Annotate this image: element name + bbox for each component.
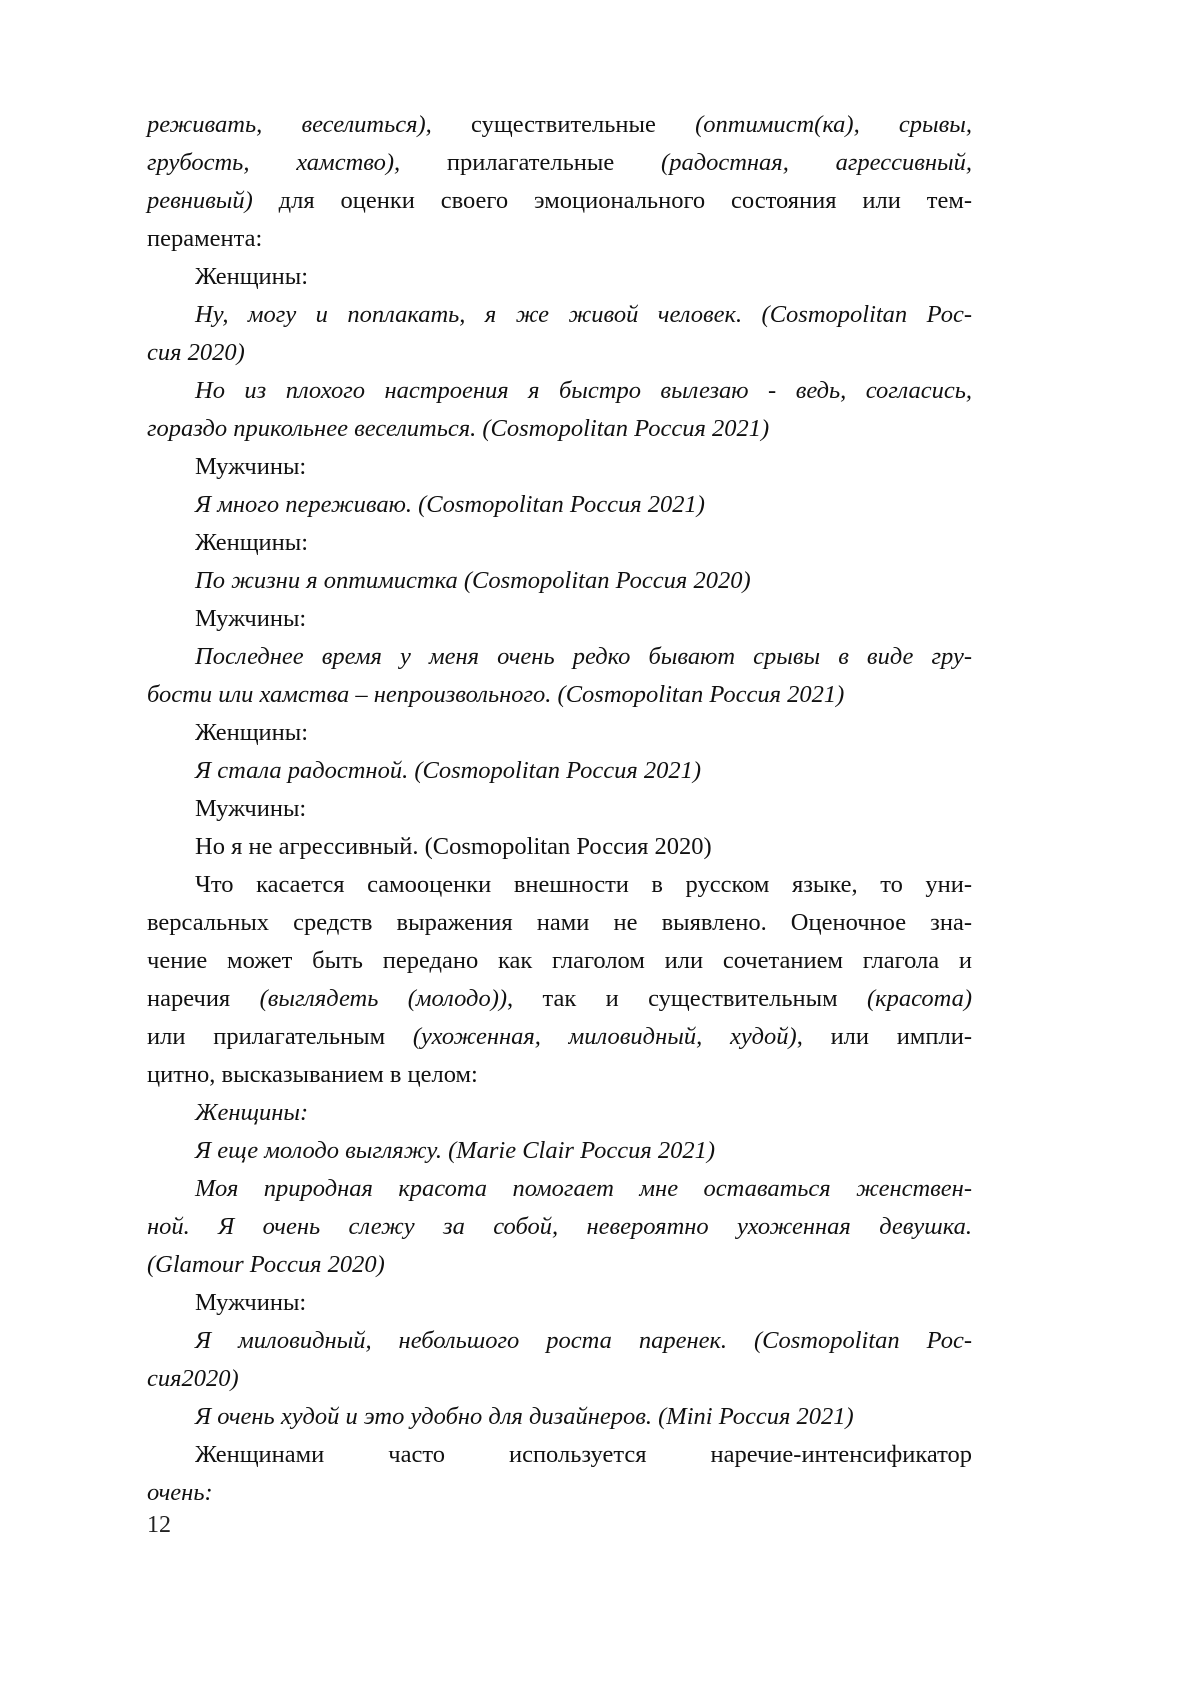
- text-run: Мужчины:: [195, 1289, 307, 1316]
- italic-text-run: По жизни я оптимистка (Cosmopolitan Россия 2020): [195, 567, 751, 594]
- text-line: [147, 1018, 972, 1056]
- text-run: Женщины:: [195, 529, 309, 556]
- italic-text-run: сия 2020): [147, 339, 245, 366]
- italic-text-run: бости или хамства – непроизвольного. (Cosmopolitan Россия 2021): [147, 681, 845, 708]
- italic-text-run: очень:: [147, 1479, 213, 1506]
- italic-text-run: Я очень худой и это удобно для дизайнеров. (Mini Россия 2021): [195, 1403, 854, 1430]
- text-line: [147, 486, 972, 524]
- text-line: [147, 372, 972, 410]
- text-run: Женщинами часто используется наречие-интенсификатор: [195, 1441, 972, 1468]
- text-line: [147, 258, 972, 296]
- text-run: перамента:: [147, 225, 263, 252]
- italic-text-run: Ну, могу и поплакать, я же живой человек. (Cosmopolitan Рос-: [195, 301, 972, 328]
- text-line: [147, 220, 972, 258]
- text-line: [147, 942, 972, 980]
- text-line: [147, 866, 972, 904]
- text-line: [147, 1246, 972, 1284]
- text-line: [147, 1056, 972, 1094]
- text-line: [147, 904, 972, 942]
- text-run: Что касается самооценки внешности в русском языке, то уни-: [195, 871, 972, 898]
- text-line: [147, 714, 972, 752]
- text-line: [147, 1170, 972, 1208]
- text-line: [147, 790, 972, 828]
- text-line: [147, 1208, 972, 1246]
- text-run: Женщины:: [195, 719, 309, 746]
- text-line: [147, 638, 972, 676]
- italic-text-run: реживать, веселиться),: [147, 111, 472, 138]
- text-run: прилагательные: [446, 149, 662, 176]
- italic-text-run: (красота): [866, 985, 972, 1012]
- italic-text-run: ной. Я очень слежу за собой, невероятно ухоженная девушка.: [147, 1213, 972, 1240]
- italic-text-run: Но из плохого настроения я быстро вылезаю - ведь, согласись,: [195, 377, 972, 404]
- text-line: [147, 562, 972, 600]
- text-line: [147, 676, 972, 714]
- italic-text-run: Я еще молодо выгляжу. (Marie Clair Россия 2021): [195, 1137, 716, 1164]
- text-run: чение может быть передано как глаголом или сочетанием глагола и: [147, 947, 972, 974]
- italic-text-run: Женщины:: [195, 1099, 309, 1126]
- italic-text-run: Я миловидный, небольшого роста паренек. (Cosmopolitan Рос-: [195, 1327, 972, 1354]
- text-line: [147, 296, 972, 334]
- text-block: [147, 106, 972, 1512]
- italic-text-run: Последнее время у меня очень редко бывают срывы в виде гру-: [195, 643, 972, 670]
- text-run: существительные: [471, 111, 696, 138]
- text-line: [147, 334, 972, 372]
- text-line: [147, 1436, 972, 1474]
- text-line: [147, 980, 972, 1018]
- text-line: [147, 144, 972, 182]
- text-line: [147, 1132, 972, 1170]
- text-run: наречия: [147, 985, 260, 1012]
- text-line: [147, 448, 972, 486]
- text-line: [147, 1094, 972, 1132]
- text-line: [147, 1398, 972, 1436]
- italic-text-run: сия2020): [147, 1365, 239, 1392]
- text-line: [147, 524, 972, 562]
- page-number: 12: [147, 1512, 171, 1538]
- text-line: [147, 1474, 972, 1512]
- italic-text-run: (ухоженная, миловидный, худой): [412, 1023, 797, 1050]
- text-line: [147, 182, 972, 220]
- italic-text-run: Я много переживаю. (Cosmopolitan Россия 2021): [195, 491, 705, 518]
- text-run: для оценки своего эмоционального состояния или тем-: [278, 187, 972, 214]
- text-run: Женщины:: [195, 263, 309, 290]
- text-run: Мужчины:: [195, 605, 307, 632]
- text-line: [147, 752, 972, 790]
- text-run: Мужчины:: [195, 453, 307, 480]
- text-line: [147, 828, 972, 866]
- italic-text-run: гораздо прикольнее веселиться. (Cosmopolitan Россия 2021): [147, 415, 770, 442]
- italic-text-run: ревнивый): [147, 187, 279, 214]
- italic-text-run: (Glamour Россия 2020): [147, 1251, 385, 1278]
- italic-text-run: Моя природная красота помогает мне оставаться женствен-: [195, 1175, 972, 1202]
- text-line: [147, 410, 972, 448]
- text-line: [147, 1322, 972, 1360]
- text-run: версальных средств выражения нами не выявлено. Оценочное зна-: [147, 909, 972, 936]
- text-run: , или импли-: [796, 1023, 972, 1050]
- text-line: [147, 600, 972, 638]
- italic-text-run: Я стала радостной. (Cosmopolitan Россия 2021): [195, 757, 702, 784]
- text-run: Но я не агрессивный. (Cosmopolitan Россия 2020): [195, 833, 712, 860]
- text-line: [147, 106, 972, 144]
- text-run: Мужчины:: [195, 795, 307, 822]
- italic-text-run: (радостная, агрессивный,: [661, 149, 972, 176]
- text-run: , так и существительным: [507, 985, 867, 1012]
- text-line: [147, 1284, 972, 1322]
- text-run: цитно, высказыванием в целом:: [147, 1061, 478, 1088]
- text-line: [147, 1360, 972, 1398]
- italic-text-run: грубость, хамство),: [147, 149, 447, 176]
- italic-text-run: (выглядеть (молодо)): [259, 985, 508, 1012]
- italic-text-run: (оптимист(ка), срывы,: [695, 111, 973, 138]
- text-run: или прилагательным: [147, 1023, 413, 1050]
